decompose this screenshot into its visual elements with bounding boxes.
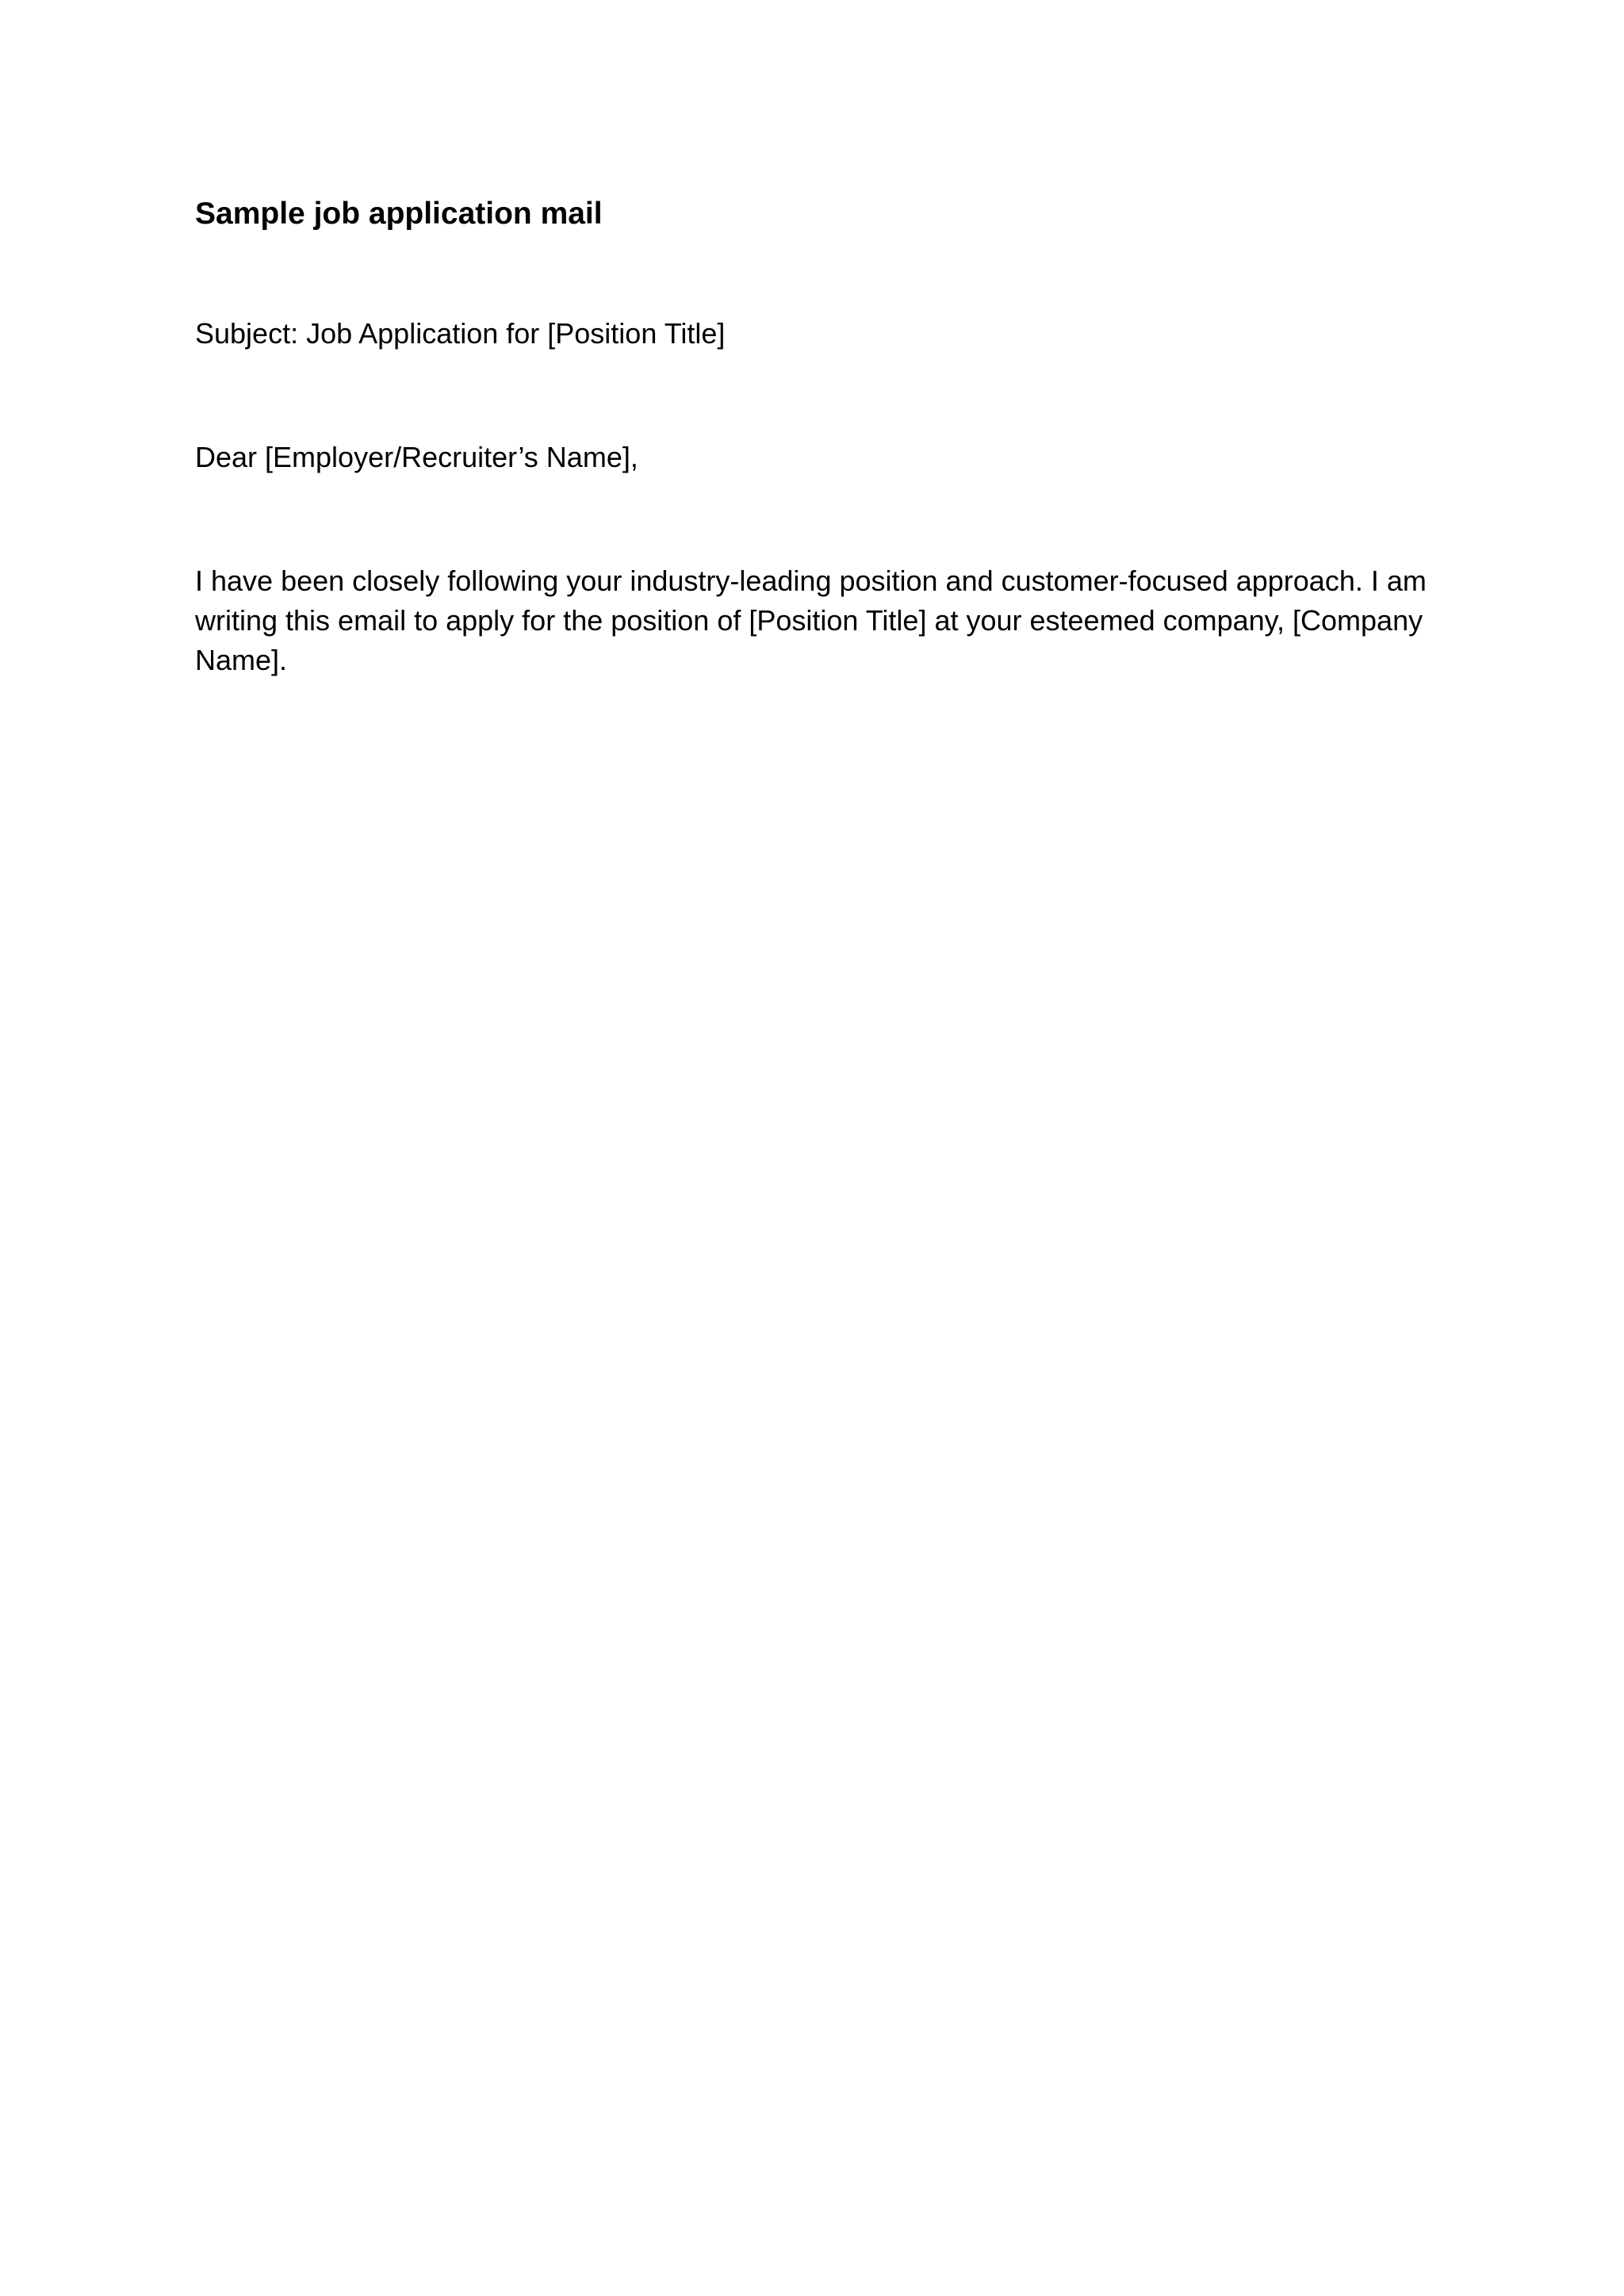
- document-content: [195, 190, 1432, 680]
- email-subject-line: Subject: Job Application for [Position Title]: [195, 317, 726, 350]
- email-salutation: Dear [Employer/Recruiter’s Name],: [195, 441, 638, 473]
- email-body-paragraph: I have been closely following your industry-leading position and customer-focused approach. I am writing this email to apply for the position of [Position Title] at your esteemed company, [Company Name].: [195, 564, 1427, 676]
- document-title: Sample job application mail: [195, 197, 603, 231]
